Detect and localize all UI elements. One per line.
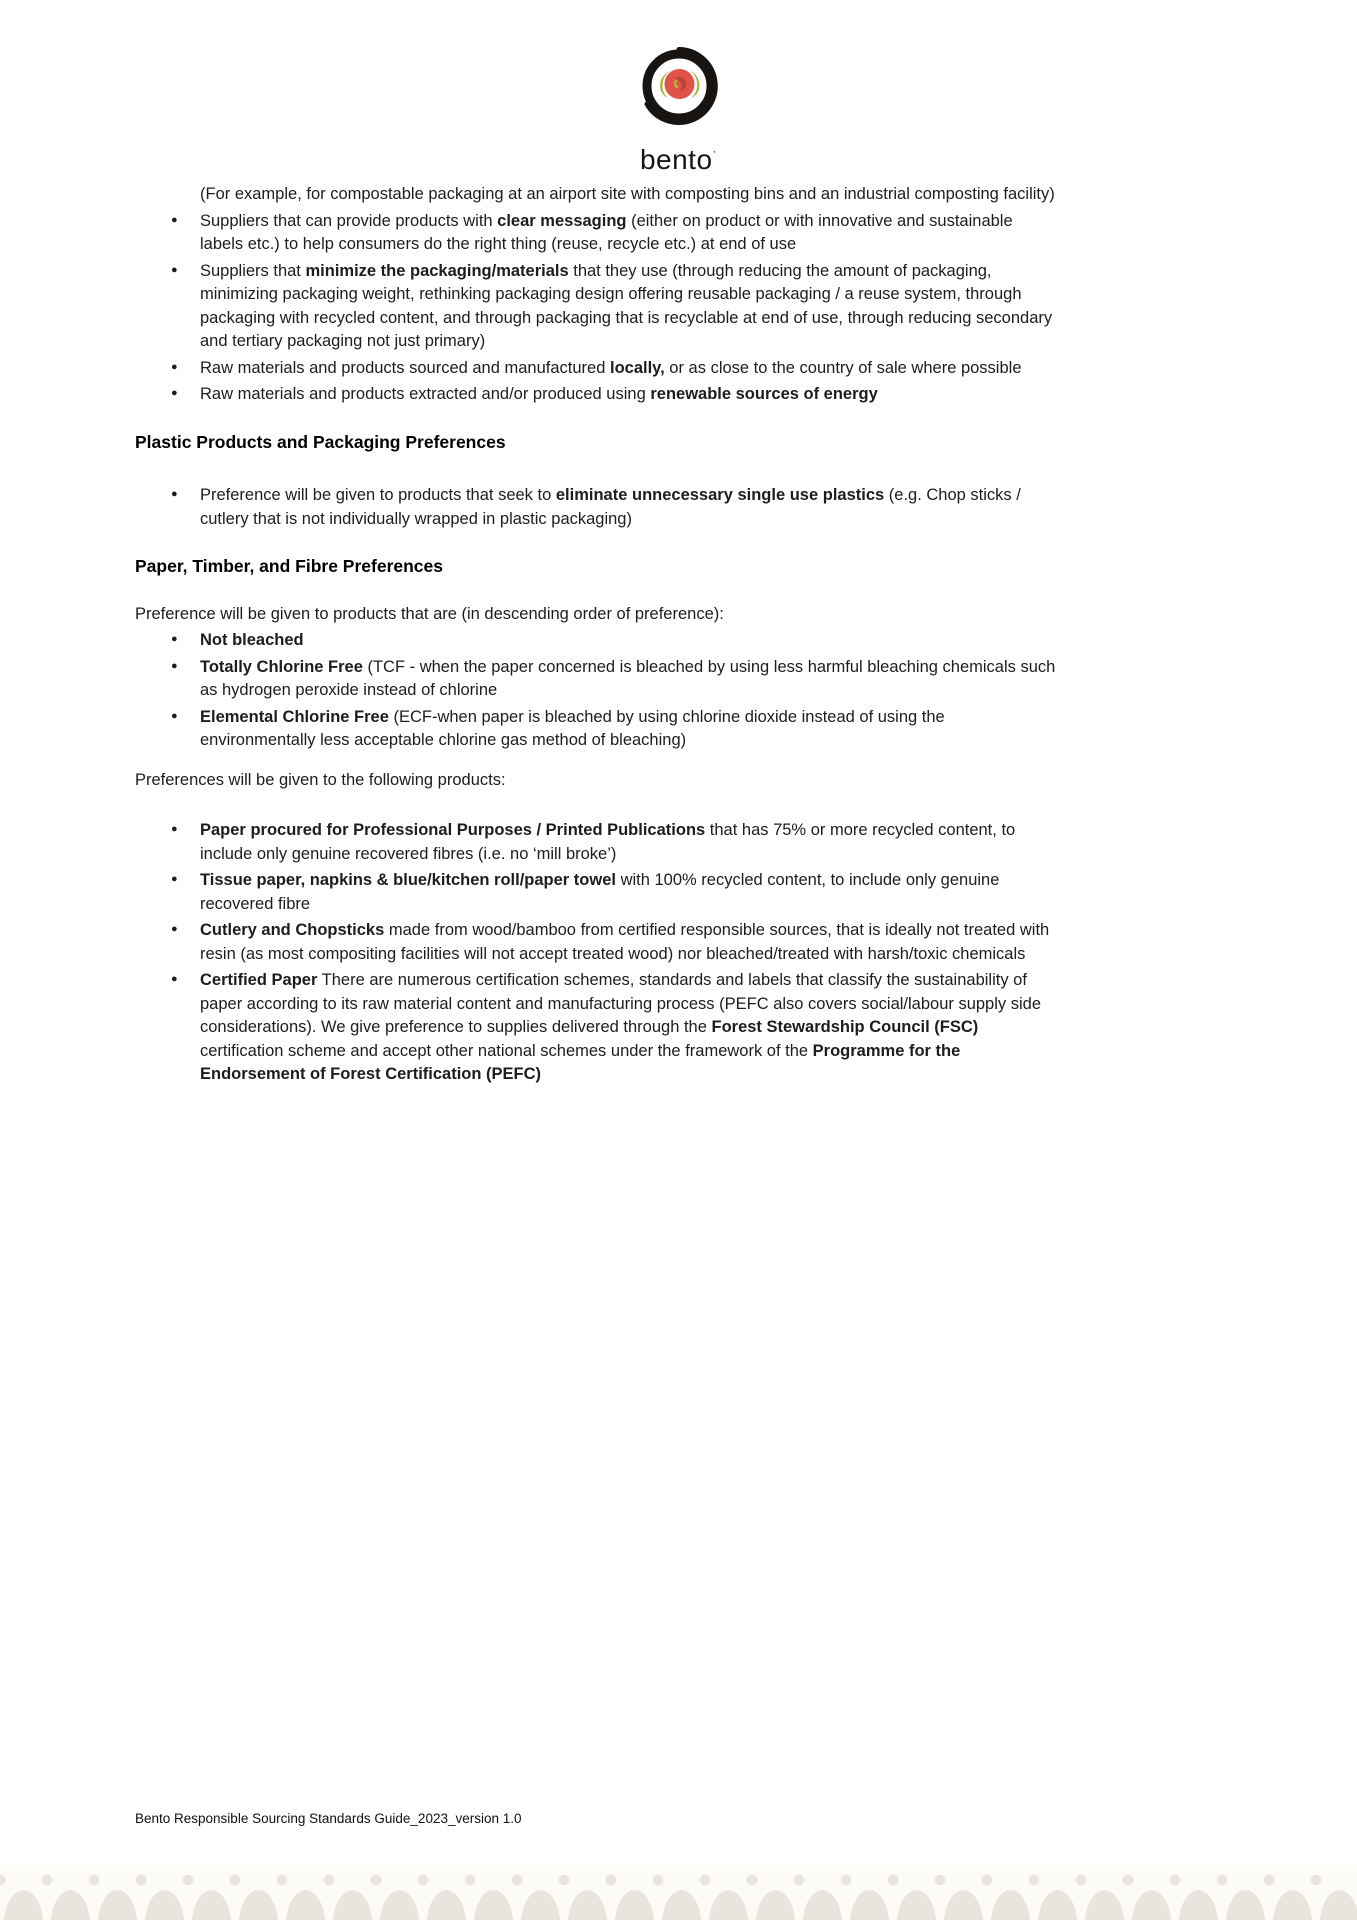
brand-wordmark: bento·	[639, 144, 718, 175]
emphasized-text: Programme for the Endorsement of Forest Certification (PEFC)	[200, 1041, 961, 1083]
emphasized-text: Not bleached	[200, 631, 304, 649]
body-text: Raw materials and products sourced and manufactured	[200, 358, 610, 377]
body-text: (either on product or with innovative and sustainable labels etc.) to help consumers do the right thing (reuse, recycle etc.) at end of use	[200, 211, 1013, 253]
body-text: Raw materials and products extracted and/or produced using	[200, 385, 651, 403]
emphasized-text: locally,	[609, 358, 665, 377]
list-item-text	[200, 212, 1013, 254]
list-item-text	[200, 385, 878, 403]
blank-line	[135, 792, 1057, 816]
bullet-icon: ●	[171, 709, 178, 722]
bullet-icon: ●	[171, 633, 178, 645]
body-text: Preference will be given to products that seek to	[200, 486, 556, 504]
list-item	[135, 706, 1057, 753]
list-item	[135, 210, 1057, 257]
list-item	[135, 260, 1057, 354]
list-item-text	[200, 821, 1015, 863]
emphasized-text: Tissue paper, napkins & blue/kitchen roll/paper towel	[200, 871, 616, 889]
body-text: with 100% recycled content, to include only genuine recovered fibre	[200, 871, 1000, 913]
emphasized-text: renewable sources of energy	[650, 385, 878, 403]
section-heading: Plastic Products and Packaging Preferences	[135, 431, 506, 452]
body-text: Preference will be given to products that are (in descending order of preference):	[135, 604, 724, 623]
list-item-text	[200, 262, 1052, 351]
list-item-text	[200, 658, 1055, 700]
list-item	[135, 869, 1057, 916]
emphasized-text: clear messaging	[497, 211, 627, 230]
body-text: that they use (through reducing the amount of packaging, minimizing packaging weight, rethinking packaging design offering reusable packaging / a reuse system, through packaging with recycled content, and through packaging that is recyclable at end of use, through reducing secondary and tertiary packaging not just primary)	[200, 261, 1053, 350]
body-text: made from wood/bamboo from certified responsible sources, that is ideally not treated with resin (as most compositing facilities will not accept treated wood) nor bleached/treated with harsh/toxic chemicals	[200, 921, 1050, 963]
bullet-icon: ●	[171, 873, 178, 885]
list-item	[135, 969, 1057, 1087]
indented-paragraph	[200, 183, 1057, 207]
list-item	[135, 484, 1057, 531]
bullet-icon: ●	[171, 823, 178, 835]
body-text: Suppliers that	[200, 261, 306, 280]
list-item	[135, 819, 1057, 866]
footer-text: Bento Responsible Sourcing Standards Guide_2023_version 1.0	[135, 1811, 522, 1826]
bullet-icon: ●	[171, 263, 178, 276]
document-body	[135, 183, 1057, 1087]
bullet-icon: ●	[171, 387, 178, 399]
list-item	[135, 919, 1057, 966]
list-item	[135, 629, 1057, 653]
bullet-icon: ●	[171, 213, 178, 226]
list-item-text	[200, 708, 945, 750]
list-item	[135, 383, 1057, 407]
body-text: certification scheme and accept other national schemes under the framework of the	[200, 1041, 813, 1060]
bullet-icon: ●	[171, 488, 178, 500]
body-text: There are numerous certification schemes, standards and labels that classify the sustainability of paper according to its raw material content and manufacturing process (PEFC also covers social/labour supply side considerations). We give preference to supplies delivered through the	[200, 971, 1041, 1036]
list-item-text	[200, 631, 304, 649]
bullet-icon: ●	[171, 659, 178, 672]
list-item-text	[200, 971, 1041, 1083]
paragraph	[135, 603, 1057, 627]
scalloped-border-decoration	[0, 1866, 1357, 1920]
body-text: or as close to the country of sale where possible	[664, 358, 1022, 377]
emphasized-text: Cutlery and Chopsticks	[200, 921, 385, 939]
list-item-text	[200, 359, 1022, 377]
emphasized-text: minimize the packaging/materials	[305, 261, 569, 280]
emphasized-text: Totally Chlorine Free	[200, 657, 363, 676]
emphasized-text: eliminate unnecessary single use plastics	[555, 486, 885, 504]
paragraph	[135, 769, 1057, 793]
body-text: Suppliers that can provide products with	[200, 211, 498, 230]
body-text: (TCF - when the paper concerned is bleached by using less harmful bleaching chemicals such as hydrogen peroxide instead of chlorine	[200, 657, 1056, 699]
section-heading: Paper, Timber, and Fibre Preferences	[135, 556, 444, 576]
body-text: (ECF-when paper is bleached by using chlorine dioxide instead of using the environmentally less acceptable chlorine gas method of bleaching)	[200, 707, 945, 749]
list-item-text	[200, 486, 1021, 528]
emphasized-text: Paper procured for Professional Purposes / Printed Publications	[200, 821, 706, 839]
list-item-text	[200, 871, 999, 913]
logo	[0, 42, 1357, 175]
body-text: Preferences will be given to the following products:	[135, 770, 506, 789]
list-item	[135, 357, 1057, 381]
bullet-icon: ●	[171, 973, 178, 985]
list-item-text	[200, 921, 1049, 963]
emphasized-text: Certified Paper	[200, 971, 318, 989]
body-text: that has 75% or more recycled content, to include only genuine recovered fibres (i.e. no ‘mill broke’)	[200, 821, 1016, 863]
body-text: (For example, for compostable packaging at an airport site with composting bins and an industrial composting facility)	[200, 185, 1055, 203]
body-text: (e.g. Chop sticks / cutlery that is not individually wrapped in plastic packaging)	[200, 486, 1021, 528]
emphasized-text: Forest Stewardship Council (FSC)	[711, 1018, 979, 1036]
trademark-dot: ·	[712, 144, 718, 158]
bullet-icon: ●	[171, 923, 178, 935]
list-item	[135, 656, 1057, 703]
emphasized-text: Elemental Chlorine Free	[200, 707, 389, 726]
bullet-icon: ●	[171, 360, 178, 373]
